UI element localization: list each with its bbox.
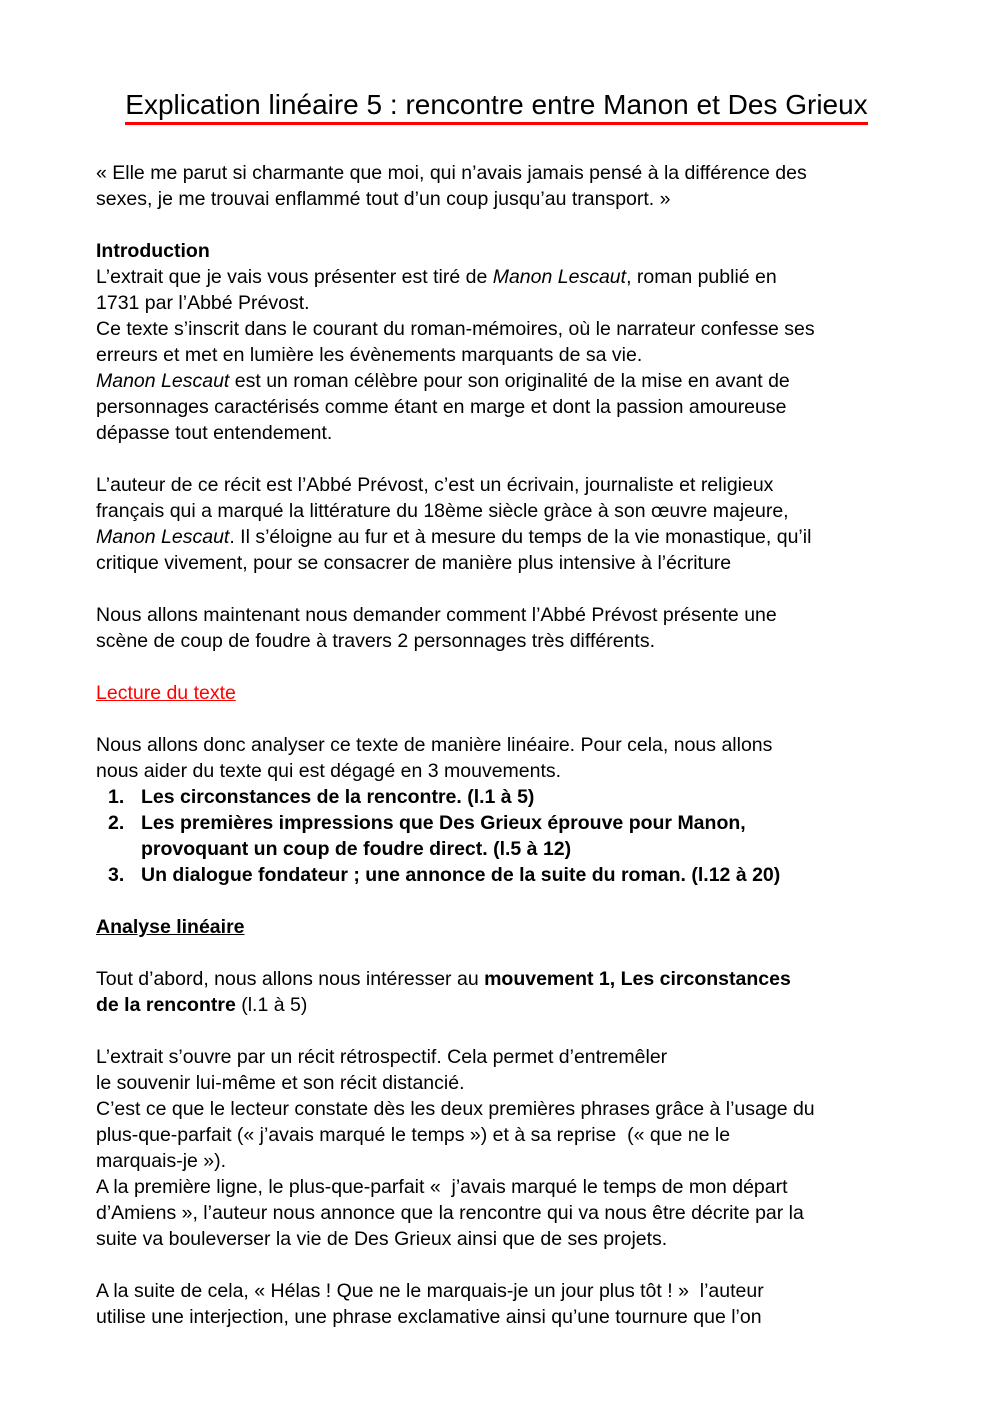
- text-line: [96, 550, 903, 576]
- text-segment: Un dialogue fondateur ; une annonce de la suite du roman. (l.12 à 20): [141, 864, 781, 886]
- text-line: [96, 602, 903, 628]
- text-segment: mouvement 1, Les circonstances: [484, 968, 791, 990]
- text-line: [96, 1304, 903, 1330]
- text-segment: L’extrait que je vais vous présenter est tiré de: [96, 266, 493, 288]
- lecture-du-texte-heading: [96, 680, 903, 706]
- text-segment: A la première ligne, le plus-que-parfait « j’avais marqué le temps de mon départ: [96, 1176, 788, 1198]
- text-line: [96, 810, 903, 836]
- movements-intro-paragraph: [96, 732, 903, 784]
- text-line: [96, 1278, 903, 1304]
- text-segment: 1731 par l’Abbé Prévost.: [96, 292, 310, 314]
- text-segment: sexes, je me trouvai enflammé tout d’un coup jusqu’au transport. »: [96, 188, 671, 210]
- text-segment: plus-que-parfait (« j’avais marqué le temps ») et à sa reprise (« que ne le: [96, 1124, 731, 1146]
- text-line: [96, 862, 903, 888]
- problematic-paragraph: [96, 602, 903, 654]
- text-line: [96, 784, 903, 810]
- movement-item-3: [96, 862, 903, 888]
- text-segment: (l.1 à 5): [235, 994, 308, 1016]
- movement1-intro-paragraph: [96, 966, 903, 1018]
- text-line: [96, 264, 903, 290]
- text-segment: , roman publié en: [626, 266, 777, 288]
- text-line: [96, 680, 903, 706]
- text-segment: C’est ce que le lecteur constate dès les deux premières phrases grâce à l’usage du: [96, 1098, 815, 1120]
- analysis-paragraph-1: [96, 1044, 903, 1252]
- text-line: [96, 1044, 903, 1070]
- text-line: [96, 758, 903, 784]
- text-segment: Introduction: [96, 240, 210, 262]
- text-segment: L’extrait s’ouvre par un récit rétrospectif. Cela permet d’entremêler: [96, 1046, 668, 1068]
- text-segment: critique vivement, pour se consacrer de manière plus intensive à l’écriture: [96, 552, 732, 574]
- text-segment: marquais-je »).: [96, 1150, 227, 1172]
- text-line: [96, 316, 903, 342]
- text-line: [96, 628, 903, 654]
- text-segment: suite va bouleverser la vie de Des Grieux ainsi que de ses projets.: [96, 1228, 668, 1250]
- text-line: [96, 238, 903, 264]
- text-segment: Les premières impressions que Des Grieux éprouve pour Manon,: [141, 812, 746, 834]
- text-segment: Analyse linéaire: [96, 916, 245, 938]
- text-segment: Manon Lescaut: [96, 526, 230, 548]
- introduction-paragraph: [96, 238, 903, 446]
- text-segment: Manon Lescaut: [492, 266, 627, 288]
- text-segment: Ce texte s’inscrit dans le courant du roman-mémoires, où le narrateur confesse ses: [96, 318, 815, 340]
- text-line: [96, 160, 903, 186]
- text-segment: scène de coup de foudre à travers 2 personnages très différents.: [96, 630, 655, 652]
- text-line: [96, 1096, 903, 1122]
- text-line: [96, 368, 903, 394]
- list-number: 1.: [108, 786, 125, 808]
- text-segment: est un roman célèbre pour son originalité de la mise en avant de: [229, 370, 790, 392]
- page-title-text: Explication linéaire 5 : rencontre entre Manon et Des Grieux: [125, 89, 867, 125]
- text-segment: L’auteur de ce récit est l’Abbé Prévost, c’est un écrivain, journaliste et religieux: [96, 474, 774, 496]
- text-line: [96, 1200, 903, 1226]
- text-segment: personnages caractérisés comme étant en marge et dont la passion amoureuse: [96, 396, 787, 418]
- text-line: [96, 290, 903, 316]
- text-line: [96, 186, 903, 212]
- text-segment: français qui a marqué la littérature du 18ème siècle gràce à son œuvre majeure,: [96, 500, 789, 522]
- text-line: [96, 1122, 903, 1148]
- text-segment: d’Amiens », l’auteur nous annonce que la rencontre qui va nous être décrite par la: [96, 1202, 804, 1224]
- text-segment: A la suite de cela, « Hélas ! Que ne le marquais-je un jour plus tôt ! » l’auteur: [96, 1280, 764, 1302]
- text-segment: provoquant un coup de foudre direct. (l.5 à 12): [141, 838, 572, 860]
- text-segment: . Il s’éloigne au fur et à mesure du temps de la vie monastique, qu’il: [229, 526, 812, 548]
- text-segment: dépasse tout entendement.: [96, 422, 333, 444]
- text-segment: le souvenir lui-même et son récit distancié.: [96, 1072, 465, 1094]
- text-line: [96, 914, 903, 940]
- analysis-paragraph-2: [96, 1278, 903, 1330]
- text-segment: Tout d’abord, nous allons nous intéresser au: [96, 968, 485, 990]
- text-segment: erreurs et met en lumière les évènements marquants de sa vie.: [96, 344, 643, 366]
- text-line: [96, 498, 903, 524]
- analyse-lineaire-heading: [96, 914, 903, 940]
- text-segment: de la rencontre: [96, 994, 236, 1016]
- text-line: [96, 1174, 903, 1200]
- list-number: 2.: [108, 812, 125, 834]
- author-paragraph: [96, 472, 903, 576]
- text-line: [96, 966, 903, 992]
- text-line: [96, 836, 903, 862]
- text-line: [96, 420, 903, 446]
- text-line: [96, 394, 903, 420]
- text-segment: Nous allons maintenant nous demander comment l’Abbé Prévost présente une: [96, 604, 777, 626]
- text-segment: Lecture du texte: [96, 682, 236, 704]
- text-line: [96, 342, 903, 368]
- text-segment: Nous allons donc analyser ce texte de manière linéaire. Pour cela, nous allons: [96, 734, 773, 756]
- text-segment: « Elle me parut si charmante que moi, qui n’avais jamais pensé à la différence des: [96, 162, 807, 184]
- text-segment: Manon Lescaut: [96, 370, 230, 392]
- text-line: [96, 524, 903, 550]
- text-segment: nous aider du texte qui est dégagé en 3 mouvements.: [96, 760, 562, 782]
- text-line: [96, 1070, 903, 1096]
- list-number: 3.: [108, 864, 125, 886]
- epigraph-quote: [96, 160, 903, 212]
- text-line: [96, 1148, 903, 1174]
- text-line: [96, 1226, 903, 1252]
- movement-item-1: [96, 784, 903, 810]
- text-line: [96, 472, 903, 498]
- text-segment: Les circonstances de la rencontre. (l.1 à 5): [141, 786, 535, 808]
- text-segment: utilise une interjection, une phrase exclamative ainsi qu’une tournure que l’on: [96, 1306, 762, 1328]
- document-body: [96, 160, 903, 1330]
- movement-item-2: [96, 810, 903, 862]
- text-line: [96, 732, 903, 758]
- page-title: [0, 0, 993, 122]
- text-line: [96, 992, 903, 1018]
